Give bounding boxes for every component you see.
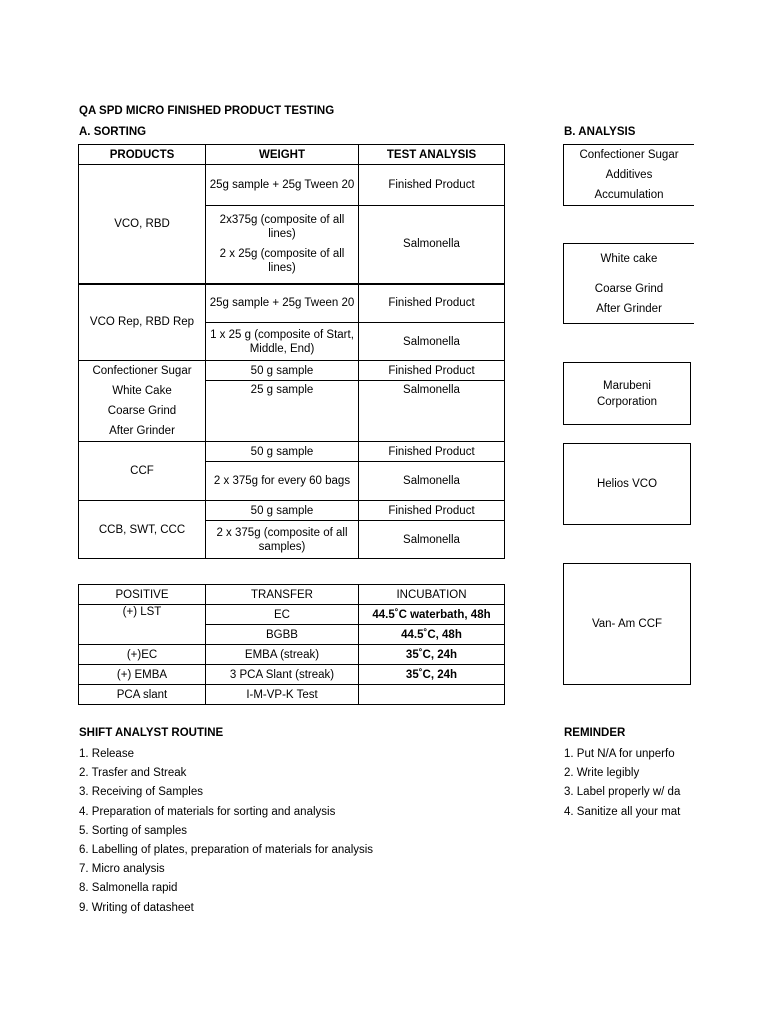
weight-line: 2 x 25g (composite of all lines) (219, 248, 345, 275)
weight-cell: 1 x 25 g (composite of Start, Middle, End) (206, 323, 359, 361)
header-incubation: INCUBATION (359, 585, 505, 605)
transfer-cell: EMBA (streak) (206, 645, 359, 665)
sorting-table (78, 144, 505, 559)
product-line: Coarse Grind (107, 405, 177, 417)
reminder-heading: REMINDER (564, 727, 626, 739)
product-cell: CCB, SWT, CCC (79, 501, 206, 559)
product-cell (79, 361, 206, 442)
weight-cell: 50 g sample (206, 442, 359, 462)
transfer-cell: 3 PCA Slant (streak) (206, 665, 359, 685)
transfer-cell: I-M-VP-K Test (206, 685, 359, 705)
transfer-cell: EC (206, 605, 359, 625)
routine-item: 7. Micro analysis (79, 863, 165, 875)
analysis-box-line: Van- Am CCF (591, 618, 663, 630)
transfer-cell: BGBB (206, 625, 359, 645)
product-line: White Cake (112, 385, 172, 397)
incubation-cell: 35˚C, 24h (359, 665, 505, 685)
analysis-box-line: Accumulation (594, 189, 664, 201)
analysis-box-confectioner (563, 144, 694, 206)
analysis-box-line: Helios VCO (596, 478, 658, 490)
routine-item: 4. Preparation of materials for sorting and analysis (79, 806, 336, 818)
routine-item: 8. Salmonella rapid (79, 882, 178, 894)
transfer-header-row (79, 585, 505, 605)
routine-item: 3. Receiving of Samples (79, 786, 204, 798)
analysis-box-line: Additives (605, 169, 653, 181)
weight-cell: 25g sample + 25g Tween 20 (206, 165, 359, 206)
analysis-heading: B. ANALYSIS (564, 126, 636, 138)
positive-cell: (+)EC (79, 645, 206, 665)
positive-cell: (+) LST (79, 605, 206, 645)
table-row (79, 361, 505, 381)
sorting-heading: A. SORTING (79, 126, 147, 138)
analysis-box-marubeni (563, 362, 691, 425)
analysis-box-line: White cake (600, 252, 658, 265)
test-cell: Finished Product (359, 361, 505, 381)
table-row (79, 165, 505, 206)
analysis-box-white-cake (563, 243, 694, 324)
product-line: Confectioner Sugar (92, 365, 192, 377)
weight-line: 2x375g (composite of all lines) (219, 214, 345, 241)
analysis-box-line: Confectioner Sugar (579, 149, 679, 161)
weight-cell: 2 x 375g (composite of all samples) (206, 521, 359, 559)
page-title: QA SPD MICRO FINISHED PRODUCT TESTING (79, 105, 335, 117)
header-test-analysis: TEST ANALYSIS (359, 145, 505, 165)
test-cell: Salmonella (359, 323, 505, 361)
analysis-box-van-am (563, 563, 691, 685)
weight-cell (206, 206, 359, 284)
test-cell: Salmonella (359, 462, 505, 501)
positive-cell: (+) EMBA (79, 665, 206, 685)
table-row (79, 665, 505, 685)
weight-cell: 25 g sample (206, 381, 359, 442)
positive-cell: PCA slant (79, 685, 206, 705)
weight-cell: 50 g sample (206, 361, 359, 381)
analysis-box-line: Corporation (596, 395, 658, 408)
routine-item: 5. Sorting of samples (79, 825, 188, 837)
test-cell: Salmonella (359, 206, 505, 284)
reminder-item: 3. Label properly w/ da (564, 786, 681, 798)
reminder-item: 2. Write legibly (564, 767, 640, 779)
table-row (79, 442, 505, 462)
test-cell: Finished Product (359, 284, 505, 323)
header-weight: WEIGHT (206, 145, 359, 165)
weight-cell: 50 g sample (206, 501, 359, 521)
table-row (79, 605, 505, 625)
header-products: PRODUCTS (79, 145, 206, 165)
product-cell: CCF (79, 442, 206, 501)
routine-item: 1. Release (79, 748, 134, 760)
table-row (79, 685, 505, 705)
incubation-cell: 44.5˚C waterbath, 48h (359, 605, 505, 625)
analysis-box-helios (563, 443, 691, 525)
routine-item: 2. Trasfer and Streak (79, 767, 187, 779)
test-cell: Finished Product (359, 442, 505, 462)
weight-cell: 25g sample + 25g Tween 20 (206, 284, 359, 323)
routine-item: 9. Writing of datasheet (79, 902, 194, 914)
test-cell: Finished Product (359, 501, 505, 521)
incubation-cell: 35˚C, 24h (359, 645, 505, 665)
analysis-box-line: After Grinder (596, 302, 662, 315)
header-transfer: TRANSFER (206, 585, 359, 605)
product-cell: VCO, RBD (79, 165, 206, 284)
product-line: After Grinder (109, 425, 175, 437)
reminder-item: 1. Put N/A for unperfo (564, 748, 675, 760)
routine-item: 6. Labelling of plates, preparation of materials for analysis (79, 844, 374, 856)
test-cell: Salmonella (359, 381, 505, 442)
test-cell: Salmonella (359, 521, 505, 559)
analysis-box-line: Coarse Grind (594, 282, 664, 295)
table-row (79, 284, 505, 323)
test-cell: Finished Product (359, 165, 505, 206)
reminder-item: 4. Sanitize all your mat (564, 806, 681, 818)
routine-heading: SHIFT ANALYST ROUTINE (79, 727, 224, 739)
table-row (79, 645, 505, 665)
sorting-header-row (79, 145, 505, 165)
weight-cell: 2 x 375g for every 60 bags (206, 462, 359, 501)
header-positive: POSITIVE (79, 585, 206, 605)
analysis-box-line: Marubeni (603, 379, 651, 392)
incubation-cell (359, 685, 505, 705)
transfer-table (78, 584, 505, 705)
incubation-cell: 44.5˚C, 48h (359, 625, 505, 645)
product-cell: VCO Rep, RBD Rep (79, 284, 206, 361)
table-row (79, 501, 505, 521)
